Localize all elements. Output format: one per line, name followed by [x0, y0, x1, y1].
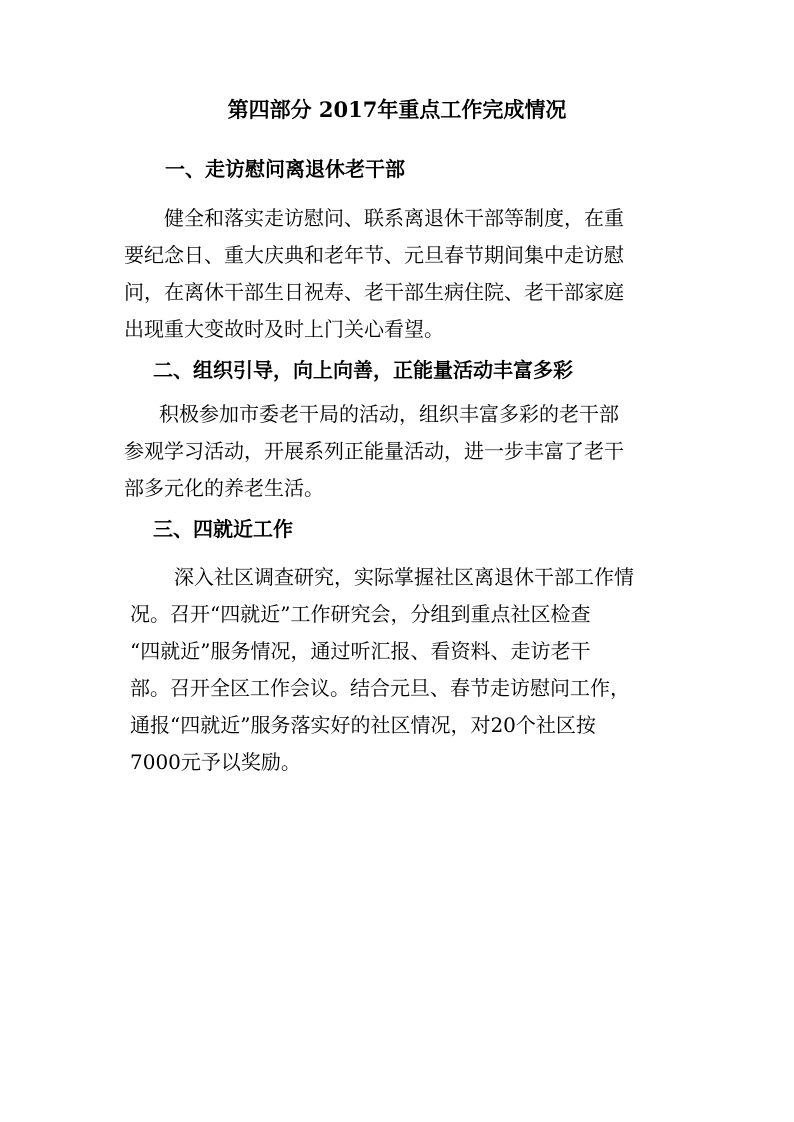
section-paragraph-3 [130, 559, 634, 781]
section-paragraph-1 [124, 200, 624, 348]
page-title: 第四部分 2017年重点工作完成情况 [227, 97, 567, 122]
paragraph-line: 要纪念日、重大庆典和老年节、元旦春节期间集中走访慰 [124, 243, 624, 267]
paragraph-line: 部多元化的养老生活。 [124, 476, 324, 500]
paragraph-line: 7000元予以奖励。 [130, 750, 301, 774]
paragraph-line: 参观学习活动，开展系列正能量活动，进一步丰富了老干 [124, 439, 624, 463]
section-paragraph-2 [124, 396, 624, 507]
paragraph-line: 况。召开“四就近”工作研究会，分组到重点社区检查 [130, 602, 591, 626]
paragraph-line: 积极参加市委老干局的活动，组织丰富多彩的老干部 [159, 402, 619, 426]
paragraph-line: 健全和落实走访慰问、联系离退休干部等制度，在重 [164, 206, 624, 230]
paragraph-line: “四就近”服务情况，通过听汇报、看资料、走访老干 [130, 639, 591, 663]
paragraph-line: 部。召开全区工作会议。结合元旦、春节走访慰问工作， [130, 676, 630, 700]
paragraph-line: 问，在离休干部生日祝寿、老干部生病住院、老干部家庭 [124, 280, 624, 304]
section-heading-3: 三、四就近工作 [153, 517, 293, 541]
paragraph-line: 深入社区调查研究，实际掌握社区离退休干部工作情 [174, 565, 634, 589]
section-heading-2: 二、组织引导，向上向善，正能量活动丰富多彩 [153, 358, 573, 382]
paragraph-line: 出现重大变故时及时上门关心看望。 [124, 317, 444, 341]
section-heading-1: 一、走访慰问离退休老干部 [165, 157, 405, 181]
paragraph-line: 通报“四就近”服务落实好的社区情况，对20个社区按 [130, 713, 596, 737]
